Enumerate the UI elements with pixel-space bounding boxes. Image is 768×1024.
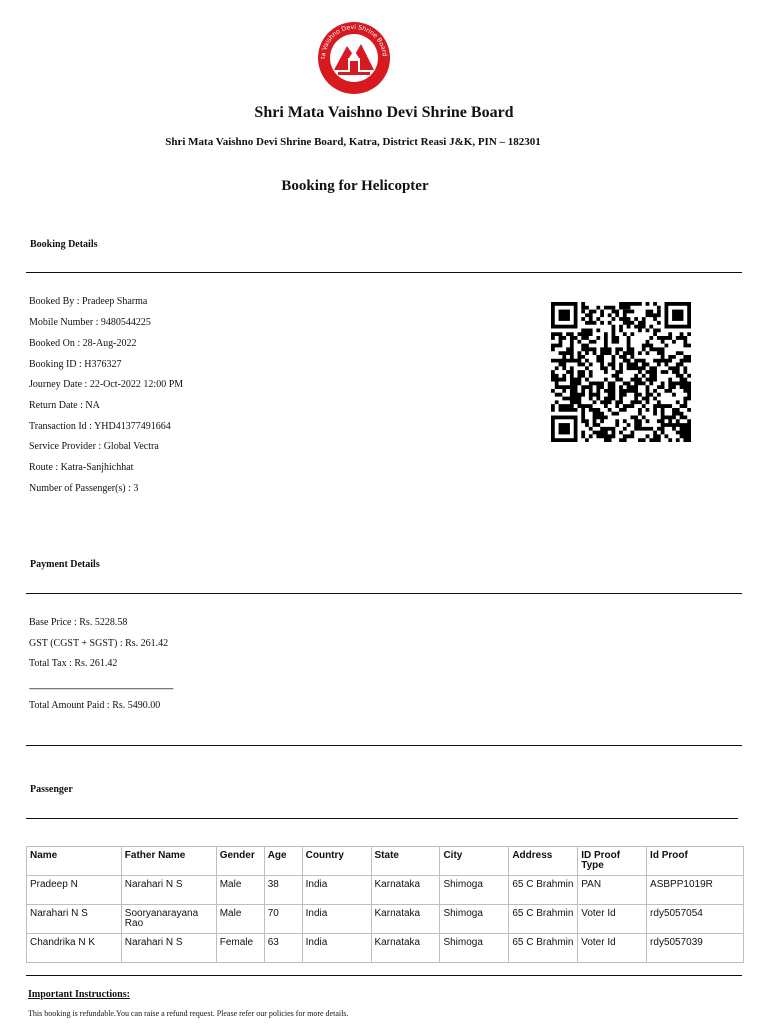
- service-provider: Service Provider : Global Vectra: [29, 441, 159, 452]
- table-cell: India: [302, 876, 371, 905]
- table-cell: ASBPP1019R: [647, 876, 744, 905]
- column-header: Name: [27, 847, 122, 876]
- passenger-heading: Passenger: [30, 784, 73, 795]
- table-header-row: [27, 847, 744, 876]
- table-cell: India: [302, 905, 371, 934]
- divider: [26, 593, 742, 594]
- table-cell: 65 C Brahmin: [509, 905, 578, 934]
- table-cell: Male: [216, 876, 264, 905]
- divider: [26, 272, 742, 273]
- booking-details-heading: Booking Details: [30, 239, 98, 250]
- table-row: [27, 934, 744, 963]
- base-price: Base Price : Rs. 5228.58: [29, 617, 128, 628]
- table-cell: Karnataka: [371, 934, 440, 963]
- column-header: Father Name: [121, 847, 216, 876]
- table-cell: rdy5057054: [647, 905, 744, 934]
- table-cell: 70: [264, 905, 302, 934]
- table-cell: Narahari N S: [27, 905, 122, 934]
- table-cell: Narahari N S: [121, 876, 216, 905]
- separator-line: ------------------------------------------------------------------------: [29, 683, 173, 693]
- passenger-table: [26, 846, 744, 963]
- table-cell: PAN: [578, 876, 647, 905]
- divider: [26, 818, 738, 819]
- refund-instruction-text: This booking is refundable.You can raise a refund request. Please refer our policies for more details.: [28, 1009, 349, 1018]
- table-cell: Shimoga: [440, 876, 509, 905]
- qr-code-icon: [551, 302, 691, 442]
- table-cell: 65 C Brahmin: [509, 876, 578, 905]
- org-address: Shri Mata Vaishno Devi Shrine Board, Katra, District Reasi J&K, PIN – 182301: [165, 136, 541, 148]
- table-cell: Female: [216, 934, 264, 963]
- table-cell: Shimoga: [440, 934, 509, 963]
- table-cell: Voter Id: [578, 934, 647, 963]
- divider: [26, 975, 742, 976]
- booking-id: Booking ID : H376327: [29, 359, 122, 370]
- divider: [26, 745, 742, 746]
- table-cell: India: [302, 934, 371, 963]
- column-header: Address: [509, 847, 578, 876]
- column-header: Gender: [216, 847, 264, 876]
- column-header: Age: [264, 847, 302, 876]
- shrine-board-seal-icon: [316, 20, 392, 96]
- table-cell: Sooryanarayana Rao: [121, 905, 216, 934]
- document-title: Booking for Helicopter: [281, 178, 429, 194]
- mobile-number: Mobile Number : 9480544225: [29, 317, 151, 328]
- table-cell: 63: [264, 934, 302, 963]
- return-date: Return Date : NA: [29, 400, 100, 411]
- table-cell: Karnataka: [371, 905, 440, 934]
- total-amount-paid: Total Amount Paid : Rs. 5490.00: [29, 700, 161, 711]
- table-cell: Narahari N S: [121, 934, 216, 963]
- total-tax: Total Tax : Rs. 261.42: [29, 658, 118, 669]
- svg-text:Shri Mata Vaishno Devi Shrine: ta Vaishno Devi Shrine Board: [319, 23, 388, 59]
- booked-by: Booked By : Pradeep Sharma: [29, 296, 148, 307]
- table-cell: Voter Id: [578, 905, 647, 934]
- org-title: Shri Mata Vaishno Devi Shrine Board: [254, 104, 514, 121]
- transaction-id: Transaction Id : YHD41377491664: [29, 421, 171, 432]
- table-cell: Pradeep N: [27, 876, 122, 905]
- table-cell: 65 C Brahmin: [509, 934, 578, 963]
- table-cell: rdy5057039: [647, 934, 744, 963]
- route: Route : Katra-Sanjhichhat: [29, 462, 134, 473]
- gst: GST (CGST + SGST) : Rs. 261.42: [29, 638, 169, 649]
- important-instructions-heading: Important Instructions:: [28, 989, 130, 1000]
- column-header: ID Proof Type: [578, 847, 647, 876]
- table-cell: Shimoga: [440, 905, 509, 934]
- booked-on: Booked On : 28-Aug-2022: [29, 338, 137, 349]
- column-header: State: [371, 847, 440, 876]
- table-cell: Chandrika N K: [27, 934, 122, 963]
- table-cell: Karnataka: [371, 876, 440, 905]
- table-cell: 38: [264, 876, 302, 905]
- column-header: Country: [302, 847, 371, 876]
- column-header: Id Proof: [647, 847, 744, 876]
- number-of-passengers: Number of Passenger(s) : 3: [29, 483, 139, 494]
- table-cell: Male: [216, 905, 264, 934]
- table-row: [27, 905, 744, 934]
- table-row: [27, 876, 744, 905]
- payment-details-heading: Payment Details: [30, 559, 100, 570]
- column-header: City: [440, 847, 509, 876]
- journey-date: Journey Date : 22-Oct-2022 12:00 PM: [29, 379, 184, 390]
